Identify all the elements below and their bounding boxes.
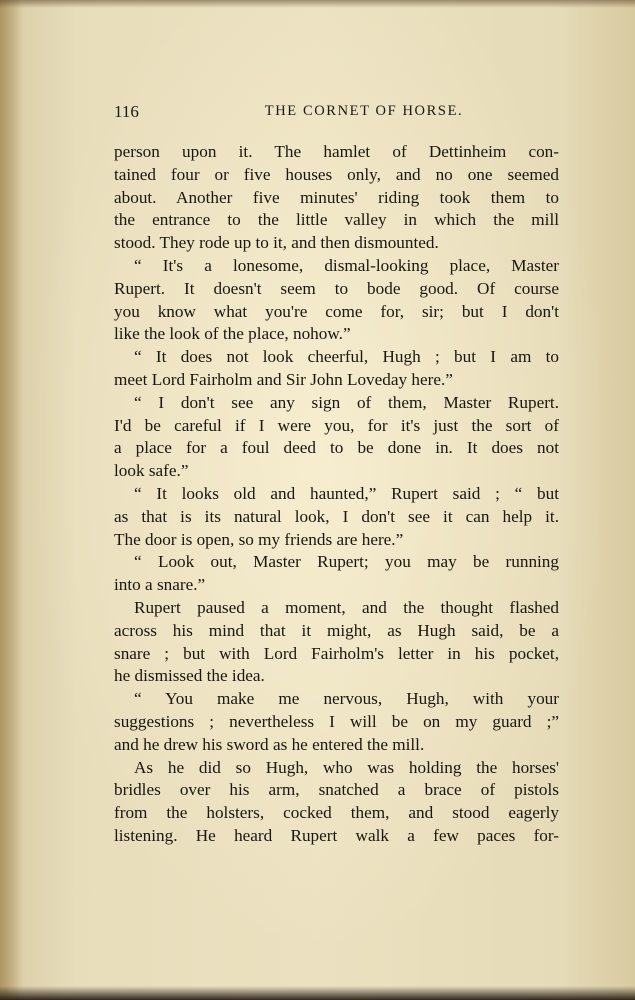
text-line: “ It does not look cheerful, Hugh ; but I am to: [134, 347, 559, 367]
text-line: the entrance to the little valley in which the mill: [114, 210, 559, 230]
text-line: “ You make me nervous, Hugh, with your: [134, 689, 559, 709]
text-line: stood. They rode up to it, and then dismounted.: [114, 233, 439, 253]
page-number: 116: [114, 102, 139, 121]
text-line: look safe.”: [114, 461, 189, 481]
text-line: listening. He heard Rupert walk a few paces for-: [114, 825, 559, 845]
text-line: bridles over his arm, snatched a brace of pistols: [114, 780, 559, 800]
text-line: person upon it. The hamlet of Dettinheim con-: [114, 142, 559, 161]
text-line: snare ; but with Lord Fairholm's letter in his pocket,: [114, 643, 559, 663]
text-line: a place for a foul deed to be done in. It does not: [114, 438, 559, 458]
text-line: “ It looks old and haunted,” Rupert said ; “ but: [134, 483, 559, 503]
text-line: suggestions ; nevertheless I will be on my guard ;”: [114, 711, 559, 731]
running-head: THE CORNET OF HORSE.: [264, 103, 464, 119]
text-line: meet Lord Fairholm and Sir John Loveday here.”: [114, 369, 453, 389]
body-text: [114, 141, 559, 848]
text-line: across his mind that it might, as Hugh said, be a: [114, 620, 559, 640]
text-line: from the holsters, cocked them, and stood eagerly: [114, 803, 559, 823]
page-header: [114, 100, 558, 126]
text-line: “ It's a lonesome, dismal-looking place, Master: [134, 255, 559, 275]
text-line: Rupert paused a moment, and the thought flashed: [134, 597, 559, 617]
page-edge-shadow-bottom: [0, 986, 635, 1000]
page-edge-shadow-top: [0, 0, 635, 8]
text-line: As he did so Hugh, who was holding the horses': [134, 757, 559, 777]
page-edge-shadow-left: [0, 0, 22, 1000]
text-line: like the look of the place, nohow.”: [114, 324, 351, 344]
text-line: as that is its natural look, I don't see it can help it.: [114, 506, 559, 526]
text-line: “ I don't see any sign of them, Master Rupert.: [134, 392, 559, 412]
text-line: Rupert. It doesn't seem to bode good. Of course: [114, 278, 559, 298]
text-line: into a snare.”: [114, 575, 206, 595]
text-line: I'd be careful if I were you, for it's just the sort of: [114, 415, 559, 435]
text-line: tained four or five houses only, and no one seemed: [114, 164, 559, 184]
text-line: about. Another five minutes' riding took them to: [114, 187, 559, 207]
text-line: “ Look out, Master Rupert; you may be running: [134, 552, 559, 572]
text-line: The door is open, so my friends are here.”: [114, 529, 404, 549]
text-line: and he drew his sword as he entered the mill.: [114, 734, 425, 754]
text-line: you know what you're come for, sir; but I don't: [114, 301, 559, 321]
text-line: he dismissed the idea.: [114, 666, 265, 686]
